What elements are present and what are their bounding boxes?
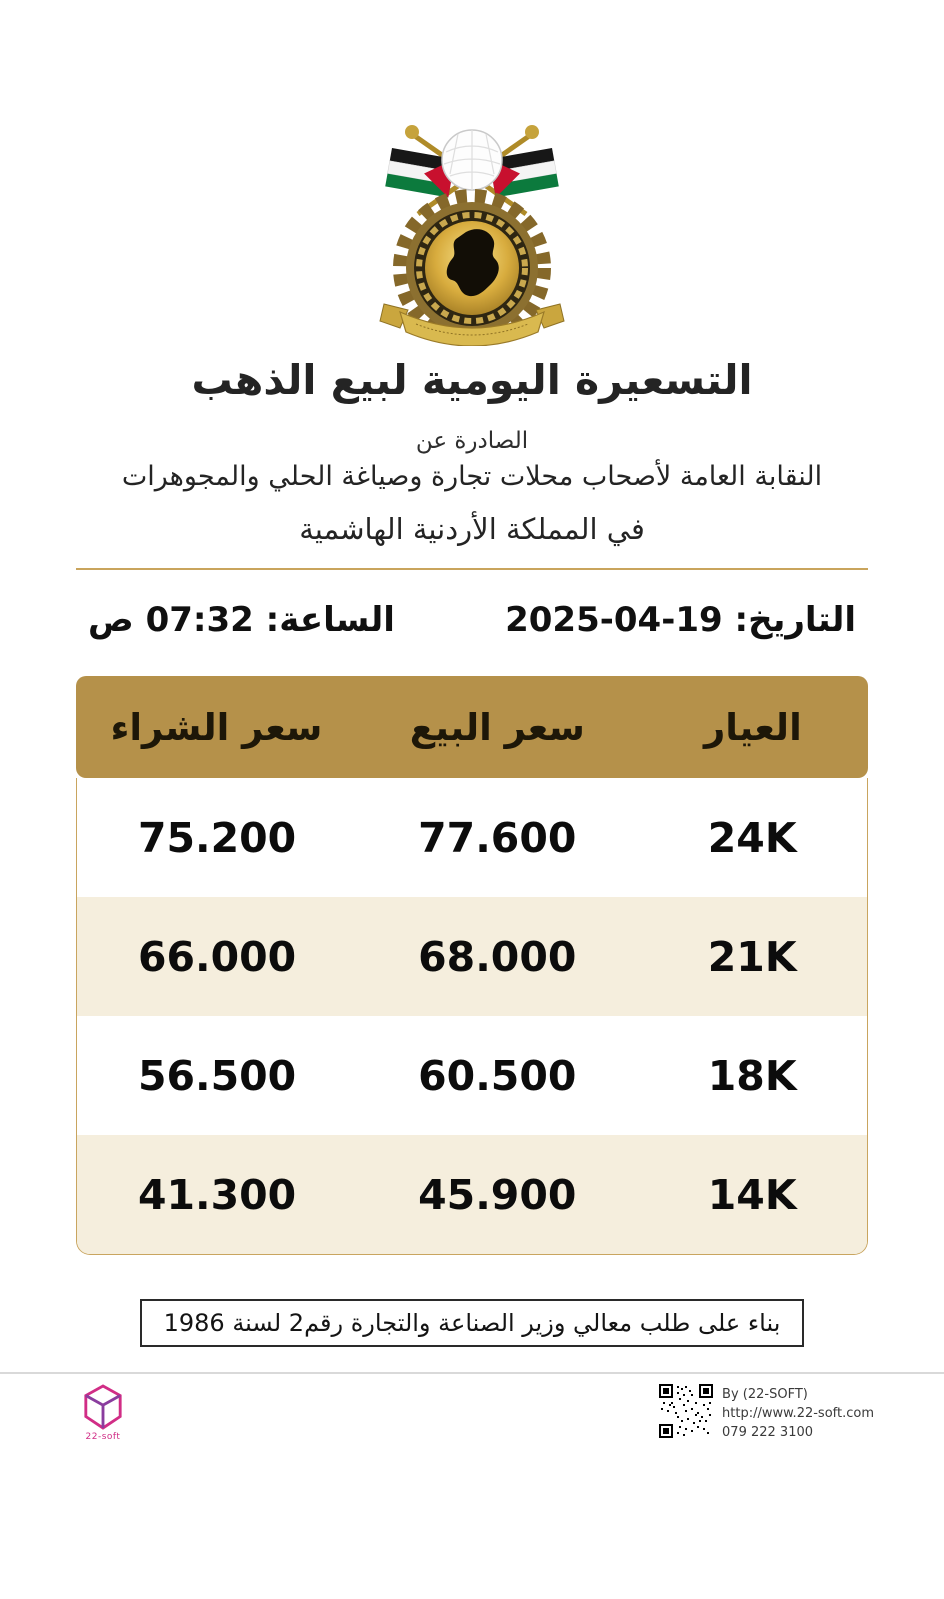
header-cell-karat: العيار (704, 705, 802, 749)
credit-by-text: By (22-SOFT) (722, 1387, 808, 1402)
time-group (88, 600, 395, 640)
cell-sell: 77.600 (418, 813, 577, 862)
page-title: التسعيرة اليومية لبيع الذهب (191, 356, 753, 404)
cell-buy: 75.200 (137, 813, 297, 862)
time-value: 07:32 ص (88, 600, 254, 640)
cell-sell: 45.900 (418, 1170, 577, 1219)
credit-phone-text: 079 222 3100 (722, 1424, 814, 1440)
syndicate-emblem-icon (346, 118, 598, 346)
date-label: التاريخ: (734, 600, 856, 640)
soft22-logo (82, 1384, 124, 1442)
time-label: الساعة: (265, 600, 395, 640)
soft22-logo-caption: 22-soft (85, 1432, 121, 1442)
table-row (77, 1016, 867, 1135)
credits-block (659, 1384, 874, 1443)
ministry-note-box: بناء على طلب معالي وزير الصناعة والتجارة رقم2 لسنة 1986 (140, 1299, 805, 1347)
table-row (77, 1135, 867, 1254)
qr-code-icon (659, 1384, 713, 1438)
footer-bar (0, 1384, 944, 1443)
cell-buy: 56.500 (137, 1051, 297, 1100)
white-gem-globe-icon (442, 130, 502, 190)
gold-price-table (76, 676, 868, 1255)
header-cell-buy: سعر الشراء (110, 705, 323, 749)
cell-buy: 66.000 (137, 932, 297, 981)
cell-karat: 21K (707, 932, 797, 981)
cell-sell: 68.000 (418, 932, 577, 981)
cell-karat: 14K (707, 1170, 797, 1219)
date-value: 19-04-2025 (505, 600, 723, 640)
table-row (77, 897, 867, 1016)
table-row (77, 778, 867, 897)
cell-sell: 60.500 (418, 1051, 577, 1100)
gold-divider (76, 568, 868, 570)
cell-karat: 24K (707, 813, 797, 862)
kingdom-name: في المملكة الأردنية الهاشمية (299, 512, 645, 546)
table-body (76, 778, 868, 1255)
datetime-row (0, 600, 944, 640)
credit-lines (722, 1384, 874, 1443)
table-header (76, 676, 868, 778)
syndicate-emblem-graphic (346, 118, 598, 346)
header-cell-sell: سعر البيع (409, 705, 585, 749)
issuer-name: النقابة العامة لأصحاب محلات تجارة وصياغة الحلي والمجوهرات (121, 461, 823, 492)
footer-divider (0, 1372, 944, 1374)
cell-buy: 41.300 (137, 1170, 297, 1219)
cube-wireframe-icon (82, 1384, 124, 1430)
credit-url-text: http://www.22-soft.com (722, 1405, 874, 1421)
cell-karat: 18K (707, 1051, 797, 1100)
date-group (505, 600, 856, 640)
issued-by-label: الصادرة عن (415, 428, 529, 454)
